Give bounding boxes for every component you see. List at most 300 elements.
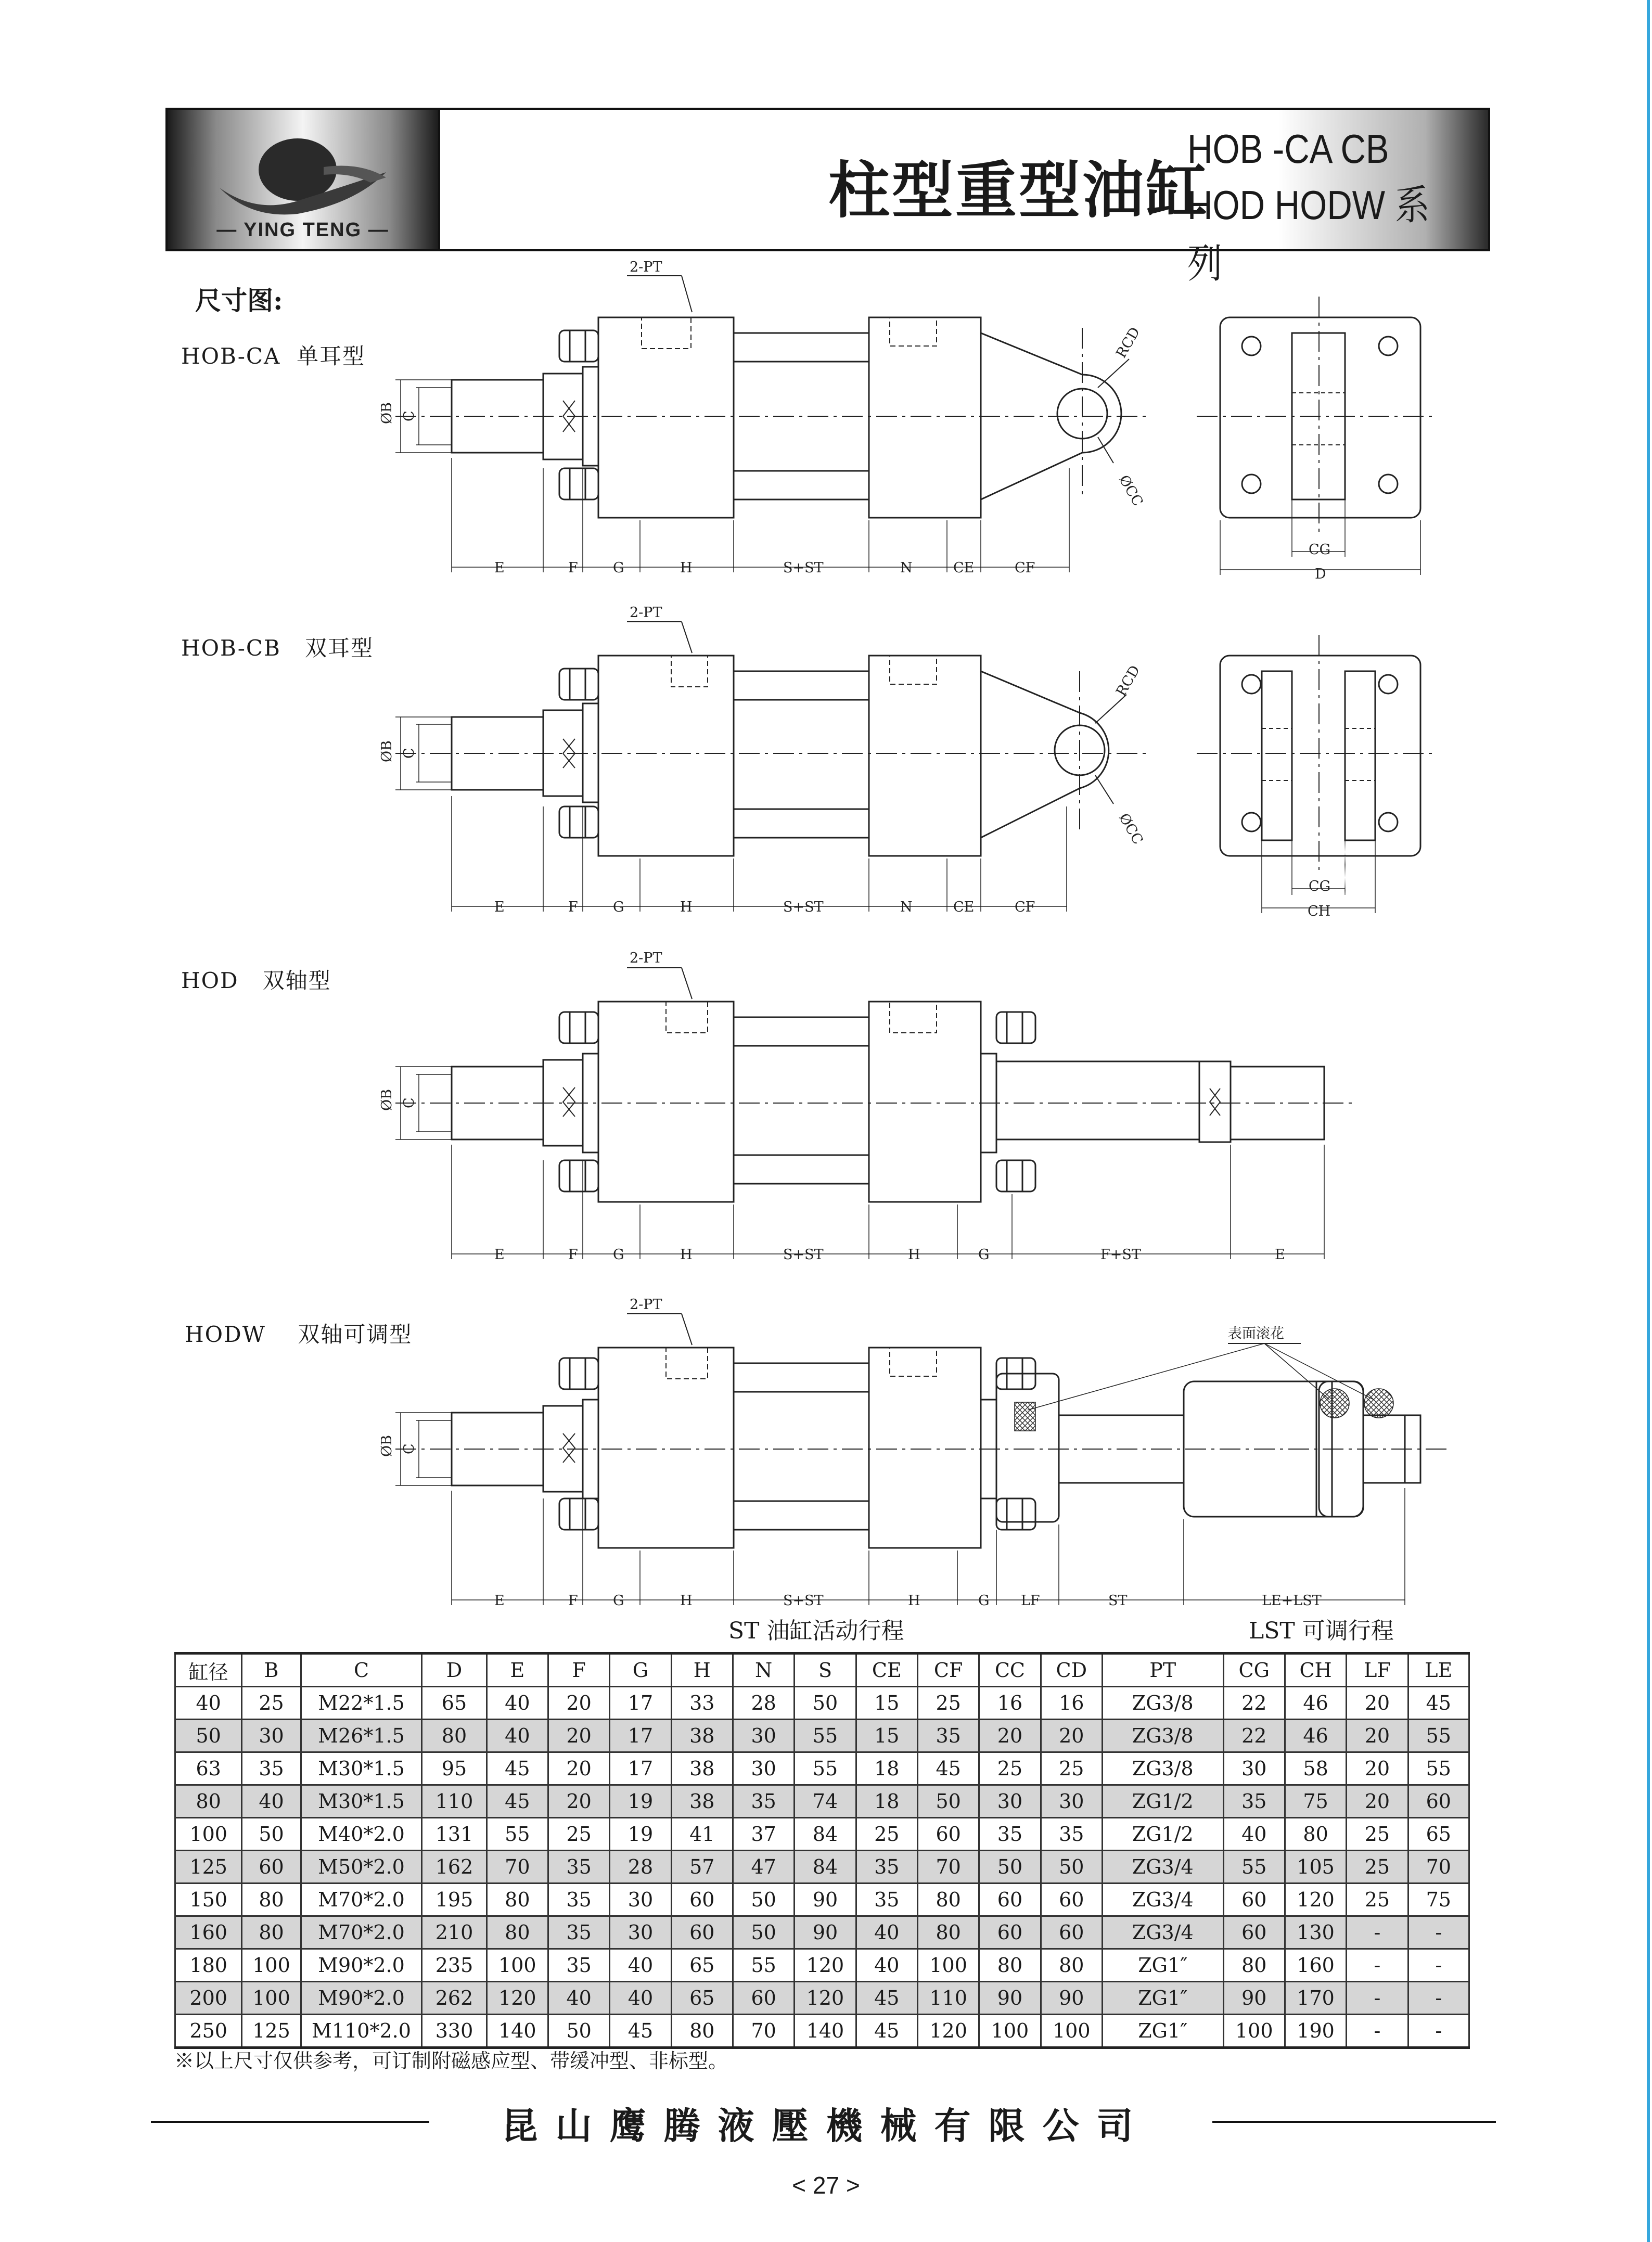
rear-head bbox=[869, 317, 981, 518]
table-cell: - bbox=[1408, 1949, 1469, 1982]
table-cell: 84 bbox=[795, 1851, 856, 1884]
table-cell: 60 bbox=[1223, 1916, 1285, 1949]
table-cell: 45 bbox=[917, 1752, 979, 1785]
front-head bbox=[598, 317, 734, 518]
knurl-label: 表面滚花 bbox=[1228, 1326, 1284, 1342]
table-cell: 60 bbox=[979, 1884, 1041, 1916]
table-cell: 125 bbox=[175, 1851, 242, 1884]
table-cell: 195 bbox=[422, 1884, 486, 1916]
table-cell: 80 bbox=[979, 1949, 1041, 1982]
table-cell: 35 bbox=[856, 1851, 917, 1884]
lelst-label: LE+LST bbox=[1262, 1593, 1322, 1609]
table-header-cell: CG bbox=[1223, 1654, 1285, 1687]
g-label-2: G bbox=[978, 1247, 990, 1263]
table-cell: 140 bbox=[486, 2015, 548, 2048]
table-cell: ZG3/4 bbox=[1102, 1916, 1223, 1949]
table-cell: ZG3/8 bbox=[1102, 1720, 1223, 1752]
table-cell: ZG1/2 bbox=[1102, 1785, 1223, 1818]
table-cell: 50 bbox=[733, 1884, 794, 1916]
table-cell: 70 bbox=[486, 1851, 548, 1884]
table-row bbox=[175, 1720, 1469, 1752]
st-label: ST bbox=[1108, 1593, 1128, 1609]
series-title: HOB -CA CB HOD HODW 系列 bbox=[1187, 126, 1430, 286]
table-cell: 40 bbox=[1223, 1818, 1285, 1851]
table-row bbox=[175, 1818, 1469, 1851]
table-cell: 50 bbox=[979, 1851, 1041, 1884]
f-label: F bbox=[568, 560, 578, 576]
footnote: ※以上尺寸仅供参考，可订制附磁感应型、带缓冲型、非标型。 bbox=[174, 2049, 728, 2072]
table-cell: 80 bbox=[242, 1916, 301, 1949]
g-label: G bbox=[613, 899, 624, 915]
table-cell: 25 bbox=[548, 1818, 609, 1851]
table-cell: 35 bbox=[548, 1851, 609, 1884]
knurl-area bbox=[1364, 1389, 1393, 1418]
type-name: 双轴型 bbox=[262, 968, 331, 993]
table-cell: 160 bbox=[1285, 1949, 1346, 1982]
e-label: E bbox=[494, 899, 505, 915]
d-label: D bbox=[1315, 566, 1326, 582]
table-cell: 120 bbox=[795, 1949, 856, 1982]
rear-rod bbox=[996, 1061, 1199, 1139]
table-cell: 30 bbox=[979, 1785, 1041, 1818]
table-row bbox=[175, 1851, 1469, 1884]
table-cell: 160 bbox=[175, 1916, 242, 1949]
table-cell: 60 bbox=[671, 1916, 733, 1949]
table-cell: 30 bbox=[733, 1720, 794, 1752]
h-label-2: H bbox=[908, 1593, 920, 1609]
table-cell: M110*2.0 bbox=[301, 2015, 422, 2048]
table-cell: 18 bbox=[856, 1752, 917, 1785]
table-cell: 100 bbox=[486, 1949, 548, 1982]
table-cell: M30*1.5 bbox=[301, 1785, 422, 1818]
table-cell: 30 bbox=[733, 1752, 794, 1785]
table-cell: 45 bbox=[486, 1752, 548, 1785]
g-label: G bbox=[613, 560, 624, 576]
pt-label: 2-PT bbox=[630, 1297, 662, 1313]
page-number: < 27 > bbox=[792, 2172, 860, 2199]
knurl-area bbox=[1320, 1389, 1349, 1418]
ob-label: ØB bbox=[379, 1435, 395, 1457]
table-cell: 190 bbox=[1285, 2015, 1346, 2048]
table-cell: 100 bbox=[1041, 2015, 1102, 2048]
f-label: F bbox=[568, 1247, 578, 1263]
table-cell: 180 bbox=[175, 1949, 242, 1982]
table-cell: 25 bbox=[979, 1752, 1041, 1785]
table-cell: 65 bbox=[671, 1982, 733, 2015]
table-cell: ZG3/4 bbox=[1102, 1884, 1223, 1916]
table-cell: 40 bbox=[610, 1949, 671, 1982]
table-cell: 80 bbox=[671, 2015, 733, 2048]
table-header-cell: CE bbox=[856, 1654, 917, 1687]
table-cell: 100 bbox=[242, 1982, 301, 2015]
table-header-cell: F bbox=[548, 1654, 609, 1687]
table-cell: 70 bbox=[1408, 1851, 1469, 1884]
table-cell: 80 bbox=[242, 1884, 301, 1916]
table-cell: 210 bbox=[422, 1916, 486, 1949]
table-cell: 162 bbox=[422, 1851, 486, 1884]
table-cell: 74 bbox=[795, 1785, 856, 1818]
table-cell: ZG1″ bbox=[1102, 1982, 1223, 2015]
table-cell: 65 bbox=[1408, 1818, 1469, 1851]
table-cell: 57 bbox=[671, 1851, 733, 1884]
table-cell: 30 bbox=[610, 1884, 671, 1916]
table-cell: 100 bbox=[1223, 2015, 1285, 2048]
table-cell: 40 bbox=[242, 1785, 301, 1818]
table-cell: 20 bbox=[1347, 1720, 1408, 1752]
rcd-label: RCD bbox=[1113, 324, 1144, 361]
table-cell: 120 bbox=[795, 1982, 856, 2015]
table-cell: 30 bbox=[1041, 1785, 1102, 1818]
table-cell: 60 bbox=[1408, 1785, 1469, 1818]
table-cell: 17 bbox=[610, 1720, 671, 1752]
drawing-hob-cb bbox=[379, 605, 1436, 919]
n-label: N bbox=[900, 560, 913, 576]
table-cell: 100 bbox=[979, 2015, 1041, 2048]
table-cell: - bbox=[1408, 1982, 1469, 2015]
table-cell: 84 bbox=[795, 1818, 856, 1851]
table-cell: 37 bbox=[733, 1818, 794, 1851]
table-cell: - bbox=[1347, 1916, 1408, 1949]
table-cell: 80 bbox=[486, 1884, 548, 1916]
g-label: G bbox=[613, 1593, 624, 1609]
e-label-2: E bbox=[1275, 1247, 1285, 1263]
table-cell: 40 bbox=[856, 1949, 917, 1982]
ob-label: ØB bbox=[379, 402, 395, 424]
sst-label: S+ST bbox=[783, 899, 824, 915]
table-cell: 80 bbox=[917, 1884, 979, 1916]
table-cell: 125 bbox=[242, 2015, 301, 2048]
table-cell: 60 bbox=[917, 1818, 979, 1851]
c-label: C bbox=[401, 1443, 417, 1454]
table-cell: 16 bbox=[979, 1687, 1041, 1720]
table-cell: 55 bbox=[795, 1720, 856, 1752]
table-header-cell: 缸径 bbox=[175, 1654, 242, 1687]
table-cell: 63 bbox=[175, 1752, 242, 1785]
table-cell: 330 bbox=[422, 2015, 486, 2048]
table-cell: - bbox=[1347, 2015, 1408, 2048]
table-cell: 110 bbox=[917, 1982, 979, 2015]
table-cell: 20 bbox=[979, 1720, 1041, 1752]
table-cell: 20 bbox=[548, 1785, 609, 1818]
f-label: F bbox=[568, 899, 578, 915]
section-label: 尺寸图: bbox=[195, 285, 283, 316]
cf-label: CF bbox=[1015, 560, 1035, 576]
table-cell: 15 bbox=[856, 1687, 917, 1720]
table-cell: 25 bbox=[1347, 1884, 1408, 1916]
table-cell: ZG1/2 bbox=[1102, 1818, 1223, 1851]
sst-label: S+ST bbox=[783, 1593, 824, 1609]
drawing-hod bbox=[379, 950, 1353, 1263]
table-cell: 20 bbox=[548, 1752, 609, 1785]
sst-label: S+ST bbox=[783, 560, 824, 576]
table-header-cell: G bbox=[610, 1654, 671, 1687]
occ-label: ØCC bbox=[1115, 472, 1146, 509]
table-cell: 100 bbox=[242, 1949, 301, 1982]
table-cell: 55 bbox=[733, 1949, 794, 1982]
occ-label: ØCC bbox=[1115, 811, 1146, 848]
table-cell: 60 bbox=[1223, 1884, 1285, 1916]
table-cell: 80 bbox=[1285, 1818, 1346, 1851]
page-title: 柱型重型油缸 bbox=[828, 155, 1210, 226]
ce-label: CE bbox=[953, 899, 975, 915]
table-cell: M90*2.0 bbox=[301, 1982, 422, 2015]
g-label: G bbox=[613, 1247, 624, 1263]
table-cell: 33 bbox=[671, 1687, 733, 1720]
adjust-note: LST 可调行程 bbox=[1249, 1618, 1394, 1644]
h-label: H bbox=[680, 1247, 693, 1263]
stroke-note: ST 油缸活动行程 bbox=[728, 1618, 904, 1644]
table-cell: M40*2.0 bbox=[301, 1818, 422, 1851]
fst-label: F+ST bbox=[1100, 1247, 1141, 1263]
table-cell: ZG1″ bbox=[1102, 1949, 1223, 1982]
table-cell: 90 bbox=[979, 1982, 1041, 2015]
table-cell: 90 bbox=[1041, 1982, 1102, 2015]
table-header-cell: E bbox=[486, 1654, 548, 1687]
table-cell: 20 bbox=[1347, 1752, 1408, 1785]
table-cell: 35 bbox=[979, 1818, 1041, 1851]
cg-label: CG bbox=[1309, 878, 1331, 894]
table-cell: 120 bbox=[486, 1982, 548, 2015]
table-cell: 16 bbox=[1041, 1687, 1102, 1720]
cf-label: CF bbox=[1015, 899, 1035, 915]
table-cell: M22*1.5 bbox=[301, 1687, 422, 1720]
table-cell: 41 bbox=[671, 1818, 733, 1851]
table-cell: 50 bbox=[548, 2015, 609, 2048]
table-cell: 50 bbox=[1041, 1851, 1102, 1884]
table-cell: 60 bbox=[733, 1982, 794, 2015]
table-cell: 95 bbox=[422, 1752, 486, 1785]
table-cell: 40 bbox=[548, 1982, 609, 2015]
table-cell: 15 bbox=[856, 1720, 917, 1752]
table-header-row bbox=[175, 1654, 1469, 1687]
table-cell: M50*2.0 bbox=[301, 1851, 422, 1884]
table-cell: 250 bbox=[175, 2015, 242, 2048]
type-code: HOB-CA bbox=[181, 343, 281, 369]
table-cell: M90*2.0 bbox=[301, 1949, 422, 1982]
end-view bbox=[1220, 656, 1420, 856]
h-label: H bbox=[680, 899, 693, 915]
table-cell: 150 bbox=[175, 1884, 242, 1916]
table-cell: 50 bbox=[795, 1687, 856, 1720]
table-header-cell: LF bbox=[1347, 1654, 1408, 1687]
table-cell: 20 bbox=[1041, 1720, 1102, 1752]
table-cell: M70*2.0 bbox=[301, 1884, 422, 1916]
table-header-cell: PT bbox=[1102, 1654, 1223, 1687]
table-cell: 60 bbox=[979, 1916, 1041, 1949]
table-cell: 90 bbox=[795, 1884, 856, 1916]
sst-label: S+ST bbox=[783, 1247, 824, 1263]
drawing-hob-ca bbox=[379, 259, 1436, 582]
table-cell: 25 bbox=[1347, 1818, 1408, 1851]
table-header-cell: CF bbox=[917, 1654, 979, 1687]
table-cell: 55 bbox=[1408, 1720, 1469, 1752]
table-cell: 46 bbox=[1285, 1687, 1346, 1720]
table-cell: 100 bbox=[175, 1818, 242, 1851]
ob-label: ØB bbox=[379, 740, 395, 762]
table-cell: 58 bbox=[1285, 1752, 1346, 1785]
n-label: N bbox=[900, 899, 913, 915]
table-cell: 50 bbox=[175, 1720, 242, 1752]
table-cell: - bbox=[1408, 2015, 1469, 2048]
table-cell: 80 bbox=[422, 1720, 486, 1752]
ob-label: ØB bbox=[379, 1089, 395, 1111]
table-cell: 55 bbox=[795, 1752, 856, 1785]
table-cell: 38 bbox=[671, 1720, 733, 1752]
g-label-2: G bbox=[978, 1593, 990, 1609]
table-cell: 20 bbox=[548, 1720, 609, 1752]
table-header-cell: D bbox=[422, 1654, 486, 1687]
table-cell: 20 bbox=[548, 1687, 609, 1720]
table-cell: 45 bbox=[856, 1982, 917, 2015]
table-cell: 70 bbox=[917, 1851, 979, 1884]
table-cell: M26*1.5 bbox=[301, 1720, 422, 1752]
cg-label: CG bbox=[1309, 542, 1331, 558]
type-code: HOD bbox=[181, 968, 239, 993]
table-cell: 50 bbox=[917, 1785, 979, 1818]
rcd-label: RCD bbox=[1113, 662, 1144, 699]
table-cell: 65 bbox=[671, 1949, 733, 1982]
table-cell: ZG1″ bbox=[1102, 2015, 1223, 2048]
table-cell: 40 bbox=[856, 1916, 917, 1949]
table-row bbox=[175, 2015, 1469, 2048]
table-cell: 19 bbox=[610, 1818, 671, 1851]
table-cell: 18 bbox=[856, 1785, 917, 1818]
lf-label: LF bbox=[1021, 1593, 1040, 1609]
table-cell: 20 bbox=[1347, 1785, 1408, 1818]
c-label: C bbox=[401, 1097, 417, 1108]
table-cell: 75 bbox=[1285, 1785, 1346, 1818]
table-header-cell: S bbox=[795, 1654, 856, 1687]
pt-label: 2-PT bbox=[630, 605, 662, 621]
table-row bbox=[175, 1949, 1469, 1982]
table-header-cell: B bbox=[242, 1654, 301, 1687]
table-cell: 65 bbox=[422, 1687, 486, 1720]
table-header-cell: N bbox=[733, 1654, 794, 1687]
e-label: E bbox=[494, 1247, 505, 1263]
table-cell: 131 bbox=[422, 1818, 486, 1851]
table-cell: 80 bbox=[1041, 1949, 1102, 1982]
table-cell: 25 bbox=[242, 1687, 301, 1720]
table-cell: 35 bbox=[1223, 1785, 1285, 1818]
drawing-hodw bbox=[379, 1297, 1452, 1609]
table-cell: 47 bbox=[733, 1851, 794, 1884]
table-cell: 38 bbox=[671, 1752, 733, 1785]
type-name: 单耳型 bbox=[297, 343, 366, 369]
table-cell: 20 bbox=[1347, 1687, 1408, 1720]
type-name: 双轴可调型 bbox=[298, 1322, 413, 1347]
table-cell: - bbox=[1408, 1916, 1469, 1949]
table-row bbox=[175, 1982, 1469, 2015]
table-header-cell: C bbox=[301, 1654, 422, 1687]
table-cell: 75 bbox=[1408, 1884, 1469, 1916]
table-cell: 80 bbox=[1223, 1949, 1285, 1982]
table-cell: 46 bbox=[1285, 1720, 1346, 1752]
table-cell: 90 bbox=[1223, 1982, 1285, 2015]
table-cell: 40 bbox=[610, 1982, 671, 2015]
pt-label: 2-PT bbox=[630, 259, 662, 275]
table-cell: M30*1.5 bbox=[301, 1752, 422, 1785]
type-code: HOB-CB bbox=[181, 635, 281, 661]
table-cell: 40 bbox=[175, 1687, 242, 1720]
table-row bbox=[175, 1884, 1469, 1916]
table-cell: 110 bbox=[422, 1785, 486, 1818]
table-cell: 25 bbox=[1347, 1851, 1408, 1884]
spec-table bbox=[174, 1652, 1470, 2049]
table-row bbox=[175, 1752, 1469, 1785]
table-cell: 60 bbox=[242, 1851, 301, 1884]
f-label: F bbox=[568, 1593, 578, 1609]
table-cell: 22 bbox=[1223, 1687, 1285, 1720]
table-cell: 262 bbox=[422, 1982, 486, 2015]
table-cell: 25 bbox=[1041, 1752, 1102, 1785]
table-cell: 235 bbox=[422, 1949, 486, 1982]
table-cell: 25 bbox=[856, 1818, 917, 1851]
table-cell: 38 bbox=[671, 1785, 733, 1818]
table-cell: 35 bbox=[733, 1785, 794, 1818]
h-label: H bbox=[680, 560, 693, 576]
h-label: H bbox=[680, 1593, 693, 1609]
table-cell: ZG3/8 bbox=[1102, 1752, 1223, 1785]
table-cell: 45 bbox=[486, 1785, 548, 1818]
table-cell: 80 bbox=[486, 1916, 548, 1949]
table-cell: 30 bbox=[1223, 1752, 1285, 1785]
table-cell: 170 bbox=[1285, 1982, 1346, 2015]
table-cell: 40 bbox=[486, 1720, 548, 1752]
table-cell: - bbox=[1347, 1982, 1408, 2015]
table-cell: 17 bbox=[610, 1687, 671, 1720]
table-cell: 80 bbox=[175, 1785, 242, 1818]
table-cell: 55 bbox=[1408, 1752, 1469, 1785]
logo-text: — YING TENG — bbox=[216, 219, 389, 241]
table-cell: 19 bbox=[610, 1785, 671, 1818]
table-header-cell: H bbox=[671, 1654, 733, 1687]
table-cell: 60 bbox=[671, 1884, 733, 1916]
table-cell: 25 bbox=[917, 1687, 979, 1720]
table-cell: M70*2.0 bbox=[301, 1916, 422, 1949]
table-row bbox=[175, 1916, 1469, 1949]
table-cell: 45 bbox=[856, 2015, 917, 2048]
end-view bbox=[1220, 317, 1420, 518]
table-cell: 50 bbox=[242, 1818, 301, 1851]
table-header-cell: CD bbox=[1041, 1654, 1102, 1687]
table-cell: 28 bbox=[733, 1687, 794, 1720]
ce-label: CE bbox=[953, 560, 975, 576]
knurl-area bbox=[1015, 1402, 1035, 1431]
table-cell: 55 bbox=[1223, 1851, 1285, 1884]
table-cell: 17 bbox=[610, 1752, 671, 1785]
table-cell: 130 bbox=[1285, 1916, 1346, 1949]
table-cell: 45 bbox=[1408, 1687, 1469, 1720]
table-cell: 35 bbox=[548, 1916, 609, 1949]
e-label: E bbox=[494, 560, 505, 576]
c-label: C bbox=[401, 411, 417, 421]
table-cell: 70 bbox=[733, 2015, 794, 2048]
table-cell: 140 bbox=[795, 2015, 856, 2048]
table-cell: 45 bbox=[610, 2015, 671, 2048]
table-cell: 22 bbox=[1223, 1720, 1285, 1752]
table-cell: 105 bbox=[1285, 1851, 1346, 1884]
ch-label: CH bbox=[1308, 903, 1331, 919]
table-cell: 35 bbox=[856, 1884, 917, 1916]
table-cell: 120 bbox=[917, 2015, 979, 2048]
table-cell: 30 bbox=[610, 1916, 671, 1949]
table-cell: ZG3/8 bbox=[1102, 1687, 1223, 1720]
table-cell: 50 bbox=[733, 1916, 794, 1949]
table-cell: 35 bbox=[1041, 1818, 1102, 1851]
table-cell: 60 bbox=[1041, 1916, 1102, 1949]
table-cell: 35 bbox=[242, 1752, 301, 1785]
company-name: 昆山鹰腾液壓機械有限公司 bbox=[501, 2105, 1151, 2147]
